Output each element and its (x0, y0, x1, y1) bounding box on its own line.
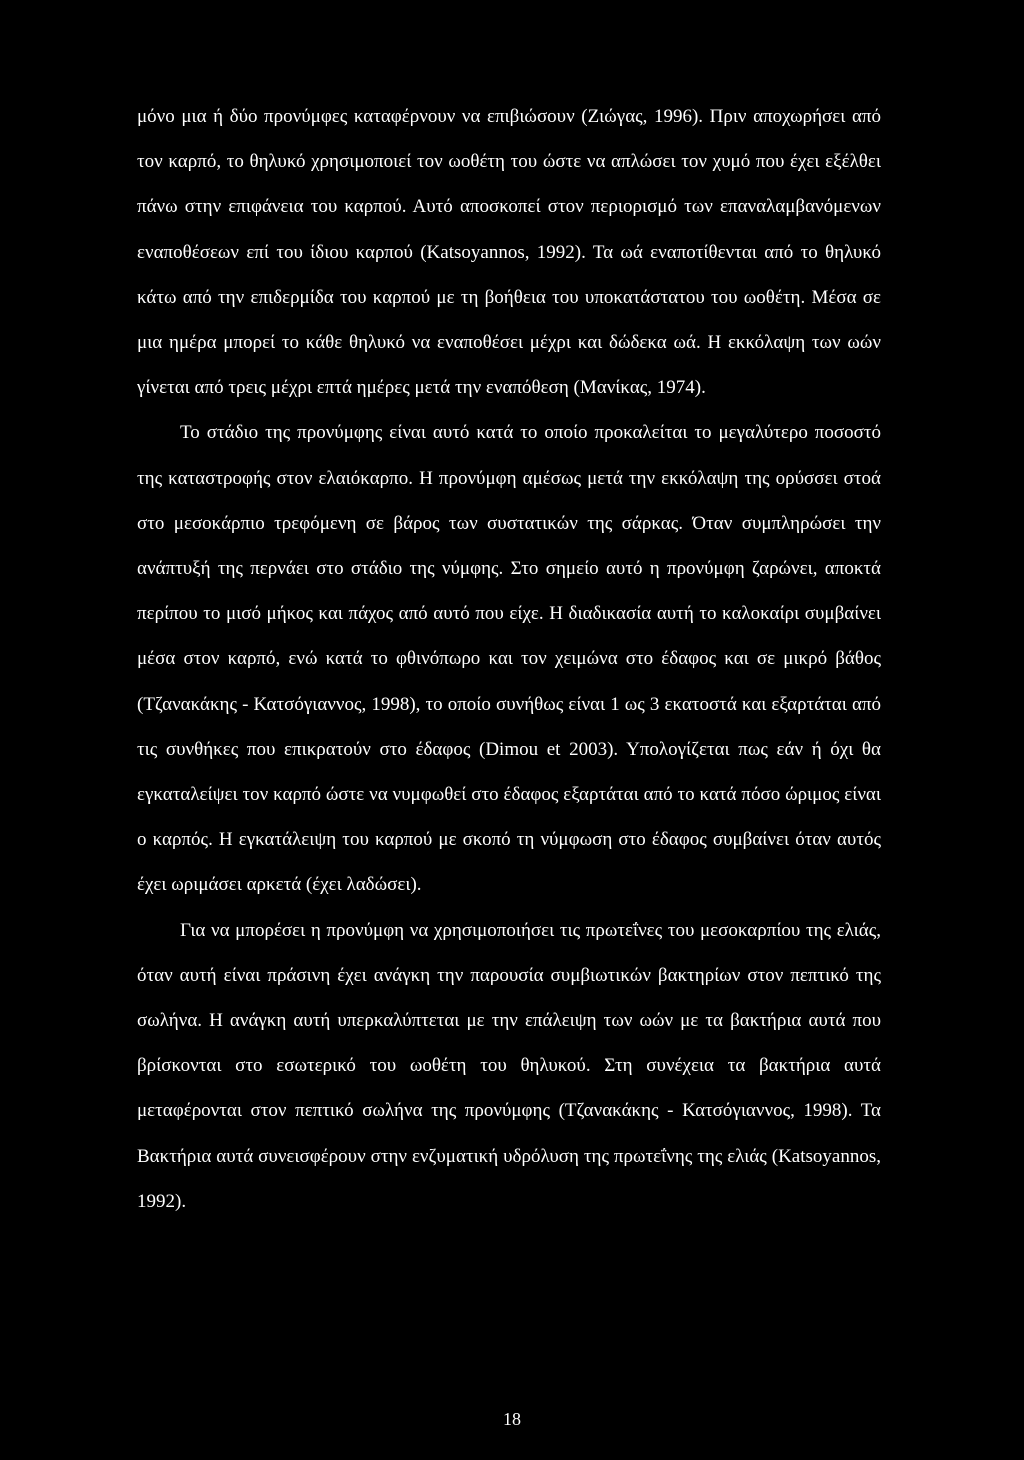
body-text (137, 94, 881, 1224)
page-number: 18 (503, 1409, 521, 1429)
paragraph-1: μόνο μια ή δύο προνύμφες καταφέρνουν να επιβιώσουν (Ζιώγας, 1996). Πριν αποχωρήσει από τον καρπό, το θηλυκό χρησιμοποιεί τον ωοθέτη του ώστε να απλώσει τον χυμό που έχει εξέλθει πάνω στην επιφάνεια του καρπού. Αυτό αποσκοπεί στον περιορισμό των επαναλαμβανόμενων εναποθέσεων επί του ίδιου καρπού (Katsoyannos, 1992). Τα ωά εναποτίθενται από το θηλυκό κάτω από την επιδερμίδα του καρπού με τη βοήθεια του υποκατάστατου του ωοθέτη. Μέσα σε μια ημέρα μπορεί το κάθε θηλυκό να εναποθέσει μέχρι και δώδεκα ωά. Η εκκόλαψη των ωών γίνεται από τρεις μέχρι επτά ημέρες μετά την εναπόθεση (Μανίκας, 1974). (137, 106, 881, 399)
paragraph-3: Για να μπορέσει η προνύμφη να χρησιμοποιήσει τις πρωτεΐνες του μεσοκαρπίου της ελιάς, όταν αυτή είναι πράσινη έχει ανάγκη την παρουσία συμβιωτικών βακτηρίων στον πεπτικό της σωλήνα. Η ανάγκη αυτή υπερκαλύπτεται με την επάλειψη των ωών με τα βακτήρια αυτά που βρίσκονται στο εσωτερικό του ωοθέτη του θηλυκού. Στη συνέχεια τα βακτήρια αυτά μεταφέρονται στον πεπτικό σωλήνα της προνύμφης (Τζανακάκης - Κατσόγιαννος, 1998). Τα Βακτήρια αυτά συνεισφέρουν στην ενζυματική υδρόλυση της πρωτεΐνης της ελιάς (Katsoyannos, 1992). (137, 919, 881, 1212)
paragraph-2: Το στάδιο της προνύμφης είναι αυτό κατά το οποίο προκαλείται το μεγαλύτερο ποσοστό της καταστροφής στον ελαιόκαρπο. Η προνύμφη αμέσως μετά την εκκόλαψη της ορύσσει στοά στο μεσοκάρπιο τρεφόμενη σε βάρος των συστατικών της σάρκας. Όταν συμπληρώσει την ανάπτυξή της περνάει στο στάδιο της νύμφης. Στο σημείο αυτό η προνύμφη ζαρώνει, αποκτά περίπου το μισό μήκος και πάχος από αυτό που είχε. Η διαδικασία αυτή το καλοκαίρι συμβαίνει μέσα στον καρπό, ενώ κατά το φθινόπωρο και τον χειμώνα στο έδαφος και σε μικρό βάθος (Τζανακάκης - Κατσόγιαννος, 1998), το οποίο συνήθως είναι 1 ως 3 εκατοστά και εξαρτάται από τις συνθήκες που επικρατούν στο έδαφος (Dimou et 2003). Υπολογίζεται πως εάν ή όχι θα εγκαταλείψει τον καρπό ώστε να νυμφωθεί στο έδαφος εξαρτάται από το κατά πόσο ώριμος είναι ο καρπός. Η εγκατάλειψη του καρπού με σκοπό τη νύμφωση στο έδαφος συμβαίνει όταν αυτός έχει ωριμάσει αρκετά (έχει λαδώσει). (137, 422, 881, 896)
